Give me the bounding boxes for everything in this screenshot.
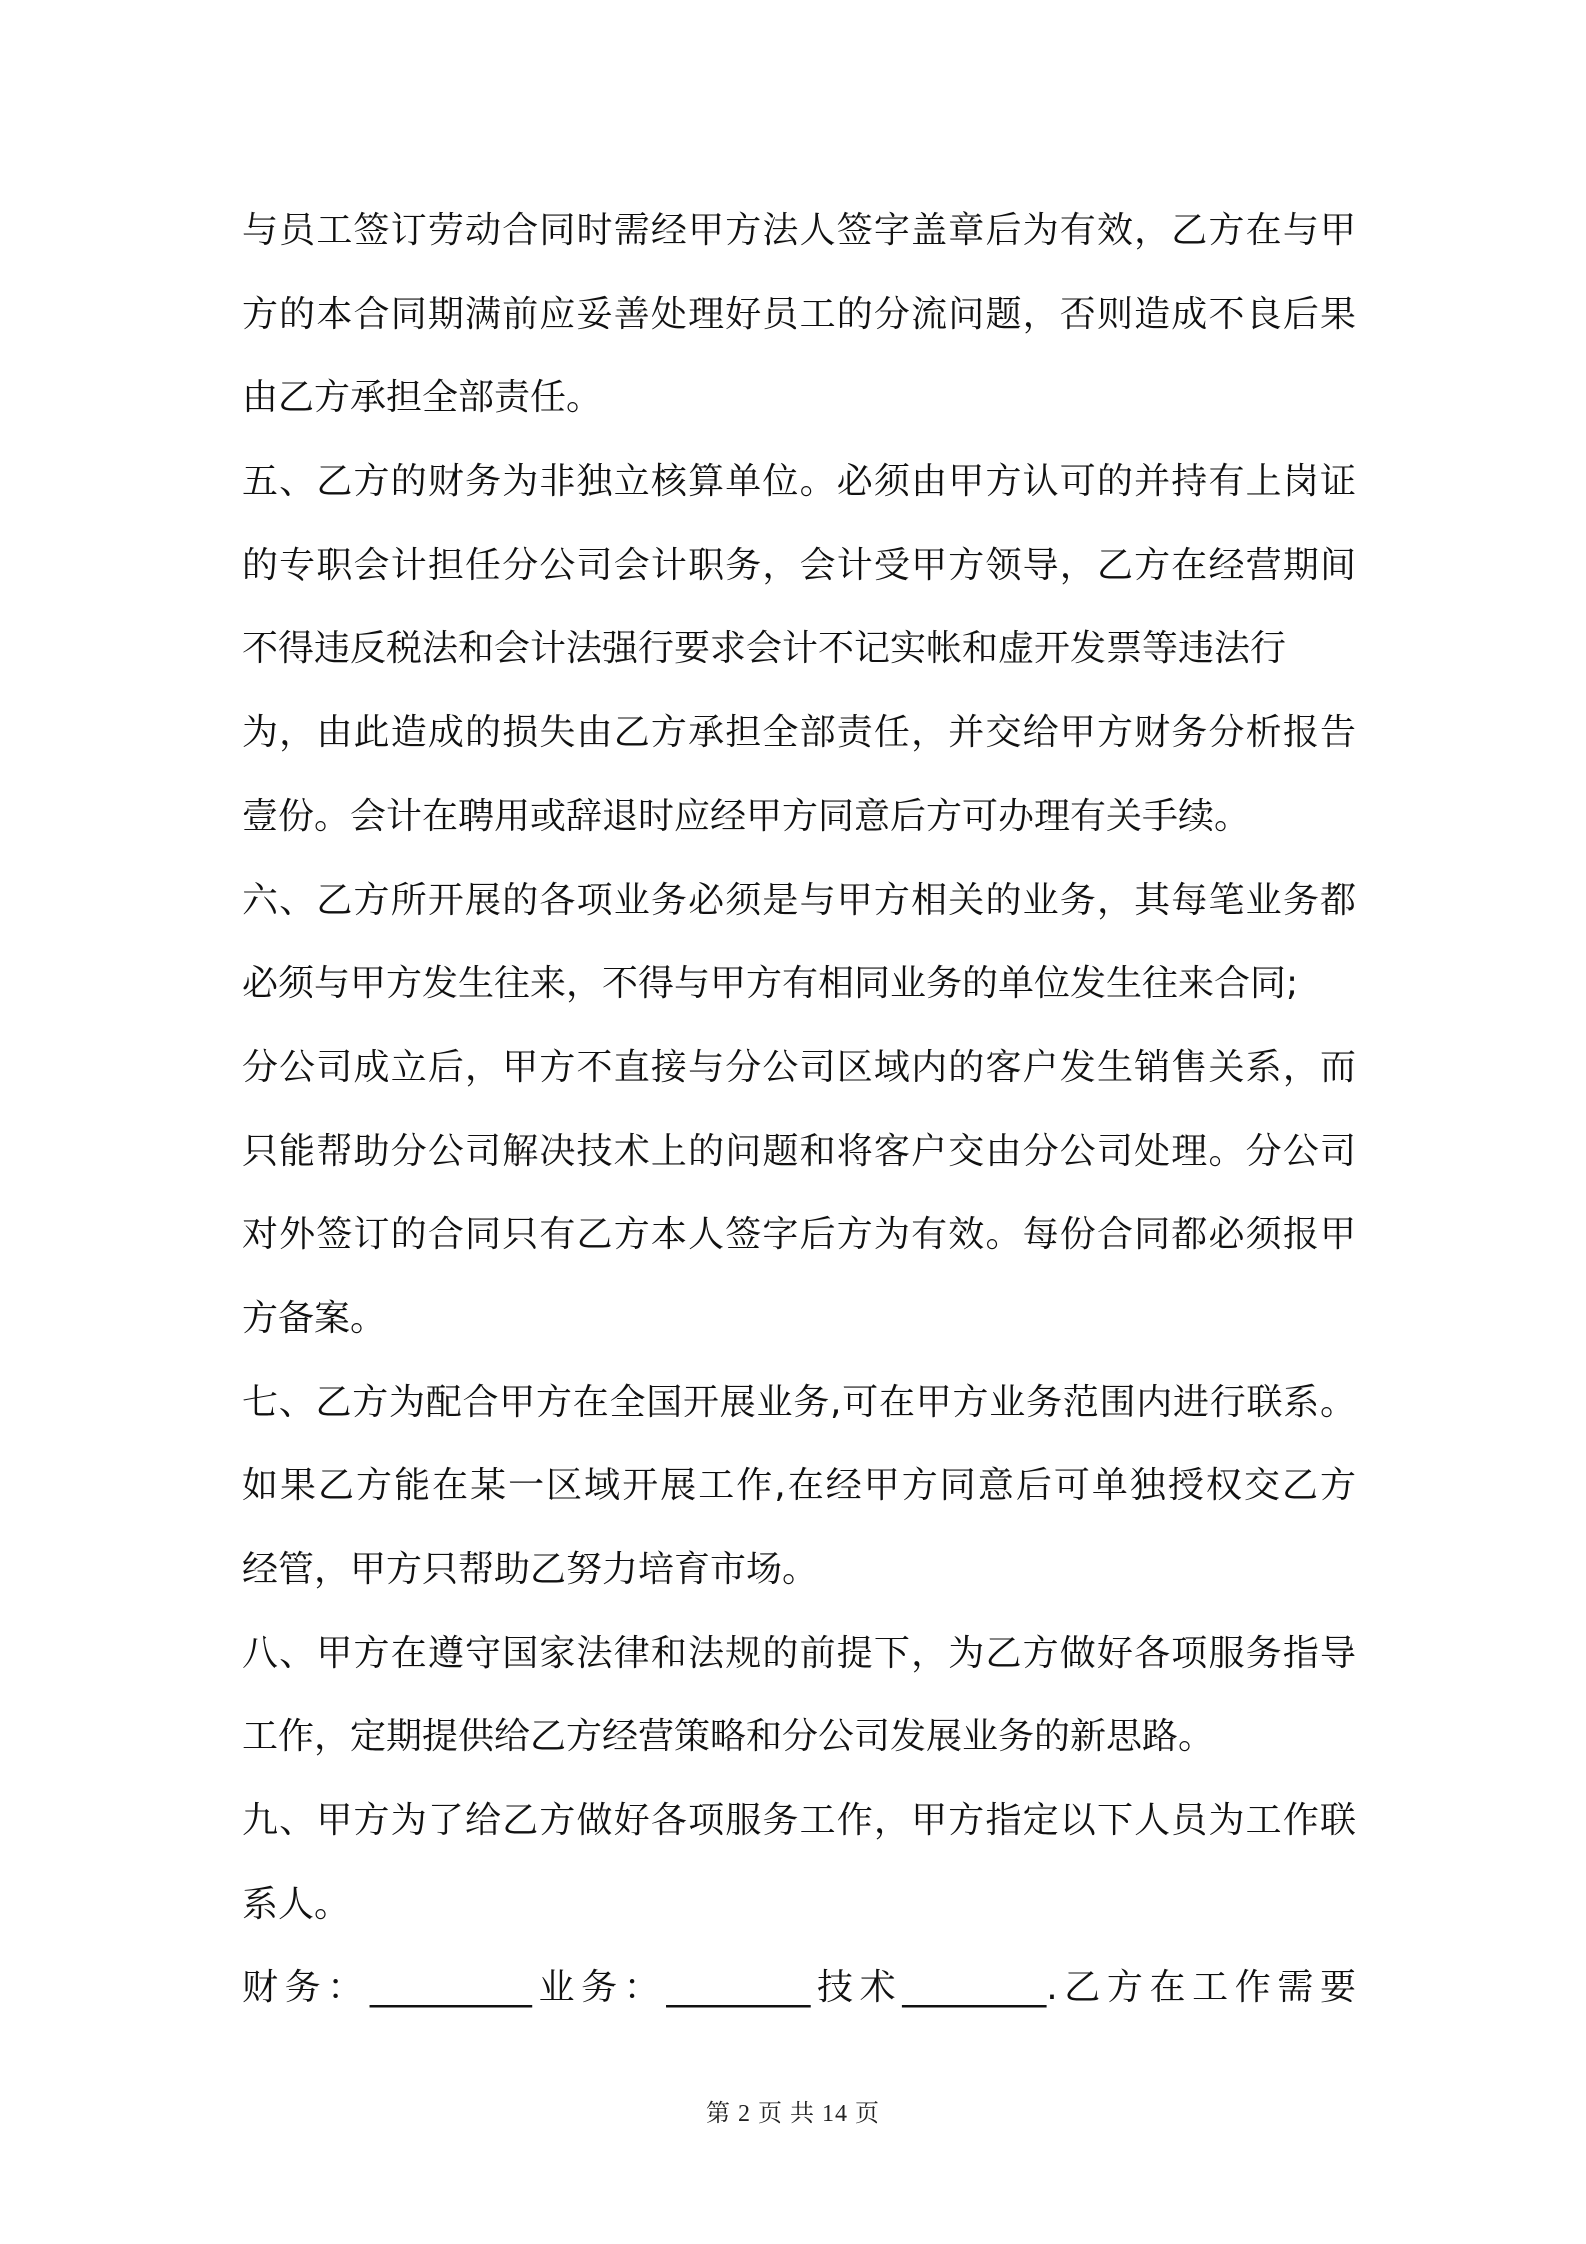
body-line: 工作，定期提供给乙方经营策略和分公司发展业务的新思路。 (242, 1716, 1215, 1758)
body-line: 五、乙方的财务为非独立核算单位。必须由甲方认可的并持有上岗证 (242, 461, 1356, 503)
body-line: 八、甲方在遵守国家法律和法规的前提下，为乙方做好各项服务指导 (242, 1632, 1356, 1674)
body-line: 由乙方承担全部责任。 (242, 377, 603, 419)
body-line: 壹份。会计在聘用或辞退时应经甲方同意后方可办理有关手续。 (242, 795, 1251, 837)
body-line: 方备案。 (242, 1297, 387, 1339)
body-line: 分公司成立后，甲方不直接与分公司区域内的客户发生销售关系，而 (242, 1046, 1356, 1088)
body-line: 经管，甲方只帮助乙努力培育市场。 (242, 1549, 819, 1590)
body-line: 七、乙方为配合甲方在全国开展业务,可在甲方业务范围内进行联系。 (242, 1381, 1356, 1423)
clause-6 (242, 859, 1356, 1361)
body-line: 与员工签订劳动合同时需经甲方法人签字盖章后为有效，乙方在与甲 (242, 210, 1356, 251)
clause-9 (242, 1779, 1356, 1946)
body-line: 九、甲方为了给乙方做好各项服务工作，甲方指定以下人员为工作联 (242, 1800, 1356, 1842)
contact-persons-line (242, 1946, 1356, 2030)
body-line: 必须与甲方发生往来，不得与甲方有相同业务的单位发生往来合同; (242, 963, 1299, 1005)
body-line: 方的本合同期满前应妥善处理好员工的分流问题，否则造成不良后果 (242, 293, 1356, 335)
body-line: 为，由此造成的损失由乙方承担全部责任，并交给甲方财务分析报告 (242, 712, 1356, 754)
body-line: 财务：_________业务：________技术________.乙方在工作需要 (242, 1967, 1356, 2009)
clause-8 (242, 1612, 1356, 1779)
body-line: 的专职会计担任分公司会计职务，会计受甲方领导，乙方在经营期间 (242, 544, 1356, 586)
paragraph-continuation (242, 189, 1356, 440)
clause-7 (242, 1361, 1356, 1612)
body-line: 对外签订的合同只有乙方本人签字后方为有效。每份合同都必须报甲 (242, 1214, 1356, 1256)
clause-5 (242, 440, 1356, 858)
body-line: 六、乙方所开展的各项业务必须是与甲方相关的业务，其每笔业务都 (242, 879, 1356, 921)
body-line: 系人。 (242, 1883, 351, 1925)
page-footer (0, 2098, 1586, 2130)
body-line: 如果乙方能在某一区域开展工作,在经甲方同意后可单独授权交乙方 (242, 1465, 1356, 1507)
page-number-indicator: 第 2 页 共 14 页 (706, 2101, 880, 2127)
body-line: 不得违反税法和会计法强行要求会计不记实帐和虚开发票等违法行 (242, 628, 1287, 670)
body-line: 只能帮助分公司解决技术上的问题和将客户交由分公司处理。分公司 (242, 1130, 1356, 1172)
document-body (242, 189, 1356, 2030)
